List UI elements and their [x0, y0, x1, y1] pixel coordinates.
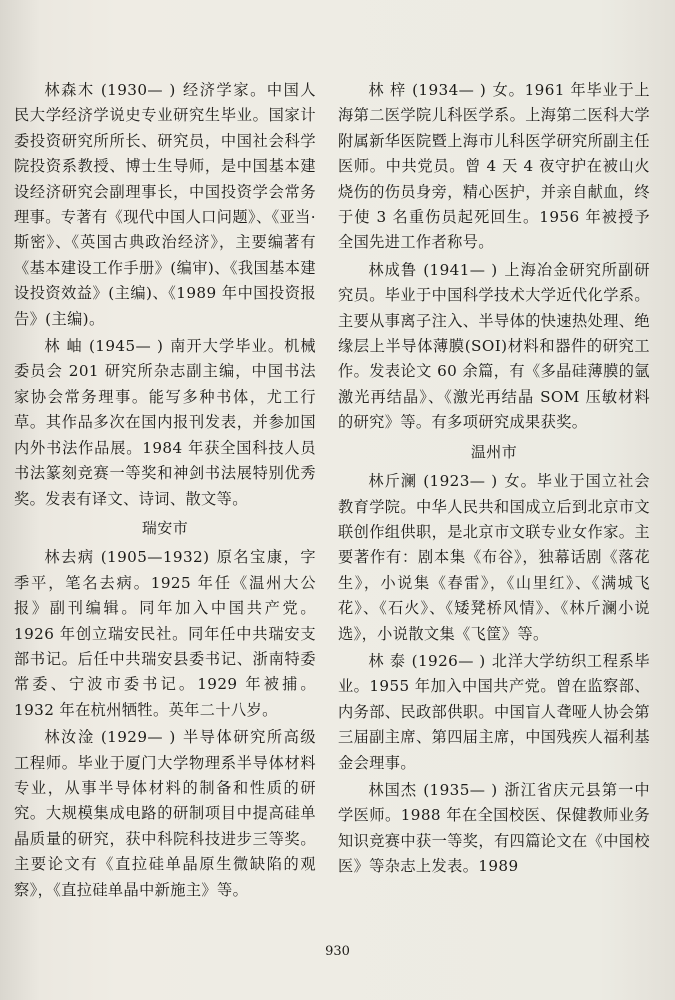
entry-name: 林 梓	[368, 81, 406, 99]
entry-lin-jinlan	[338, 469, 650, 647]
entry-lin-chenglu	[338, 258, 650, 436]
entry-lin-qubing	[14, 545, 316, 723]
entry-dates: (1930— )	[100, 81, 176, 99]
page-number: 930	[325, 944, 350, 959]
entry-dates: (1935— )	[423, 780, 498, 799]
entry-lin-senmu	[14, 78, 316, 332]
entry-text: 女。1961 年毕业于上海第二医学院儿科医学系。上海第二医科大学附属新华医院暨上海市儿科医学研究所副主任医师。中共党员。曾 4 天 4 夜守护在被山火烧伤的伤员身旁，精心医护，并亲自献血，终于使 3 名重伤员起死回生。1956 年被授予全国先进工作者称号。	[338, 81, 651, 252]
entry-name: 林国杰	[368, 780, 418, 799]
entry-text: 女。毕业于国立社会教育学院。中华人民共和国成立后到北京市文联创作组供职，是北京市文联专业女作家。主要著作有：剧本集《布谷》，独幕话剧《落花生》，小说集《春雷》，《山里红》、《满城飞花》、《石火》、《矮凳桥风情》、《林斤澜小说选》，小说散文集《飞筐》等。	[338, 472, 650, 643]
entry-dates: (1905—1932)	[100, 548, 210, 567]
entry-lin-rugan	[14, 725, 316, 903]
entry-text: 半导体研究所高级工程师。毕业于厦门大学物理系半导体材料专业，从事半导体材料的制备和性质的研究。大规模集成电路的研制项目中提高硅单晶质量的研究，获中科院科技进步三等奖。主要论文有《直拉硅单晶原生微缺陷的观察》，《直拉硅单晶中新施主》等。	[14, 728, 317, 899]
entry-name: 林 泰	[368, 651, 406, 670]
entry-text: 浙江省庆元县第一中学医师。1988 年在全国校医、保健教师业务知识竞赛中获一等奖，有四篇论文在《中国校医》等杂志上发表。1989	[338, 780, 650, 876]
entry-text: 经济学家。中国人民大学经济学说史专业研究生毕业。国家计委投资研究所所长、研究员，中国社会科学院投资系教授、博士生导师，是中国基本建设经济研究会副理事长，中国投资学会常务理事。专著有《现代中国人口问题》、《亚当·斯密》、《英国古典政治经济》，主要编著有《基本建设工作手册》(编审)、《我国基本建设投资效益》(主编)、《1989 年中国投资报告》(主编)。	[14, 81, 317, 328]
entry-text: 北洋大学纺织工程系毕业。1955 年加入中国共产党。曾在监察部、内务部、民政部供职。中国盲人聋哑人协会第三届副主席、第四届主席，中国残疾人福利基金会理事。	[338, 651, 651, 772]
entry-name: 林森木	[44, 81, 95, 99]
right-column	[338, 78, 650, 882]
entry-dates: (1926— )	[411, 651, 486, 670]
entry-name: 林成鲁	[368, 260, 418, 279]
entry-dates: (1934— )	[412, 81, 487, 99]
entry-name: 林 岫	[44, 337, 83, 356]
entry-lin-guojie	[338, 778, 650, 880]
entry-dates: (1929— )	[100, 728, 176, 747]
entry-lin-xiu	[14, 334, 316, 512]
left-column	[14, 78, 316, 905]
entry-name: 林汝淦	[44, 728, 95, 747]
entry-text: 南开大学毕业。机械委员会 201 研究所杂志副主编，中国书法家协会常务理事。能写多种书体，尤工行草。其作品多次在国内报刊发表，并参加国内外书法作品展。1984 年获全国科技人员书法篆刻竞赛一等奖和神剑书法展特别优秀奖。发表有译文、诗词、散文等。	[14, 337, 317, 508]
entry-name: 林去病	[44, 548, 95, 567]
entry-dates: (1945— )	[88, 337, 164, 356]
entry-name: 林斤澜	[368, 472, 418, 491]
city-heading-ruian: 瑞安市	[141, 518, 189, 537]
entry-lin-zi	[338, 78, 650, 256]
entry-text: 上海冶金研究所副研究员。毕业于中国科学技术大学近代化学系。主要从事离子注入、半导体的快速热处理、绝缘层上半导体薄膜(SOI)材料和器件的研究工作。发表论文 60 余篇，有《多晶硅薄膜的氩激光再结晶》、《激光再结晶 SOM 压敏材料的研究》等。有多项研究成果获奖。	[338, 260, 650, 432]
entry-lin-tai	[338, 649, 650, 776]
entry-dates: (1941— )	[423, 260, 498, 279]
city-heading-wenzhou: 温州市	[470, 442, 518, 461]
entry-text: 原名宝康，字季平，笔名去病。1925 年任《温州大公报》副刊编辑。同年加入中国共产党。1926 年创立瑞安民社。同年任中共瑞安支部书记。后任中共瑞安县委书记、浙南特委常委、宁波市委书记。1929 年被捕。1932 年在杭州牺牲。英年二十八岁。	[14, 548, 316, 719]
entry-dates: (1923— )	[423, 472, 498, 491]
